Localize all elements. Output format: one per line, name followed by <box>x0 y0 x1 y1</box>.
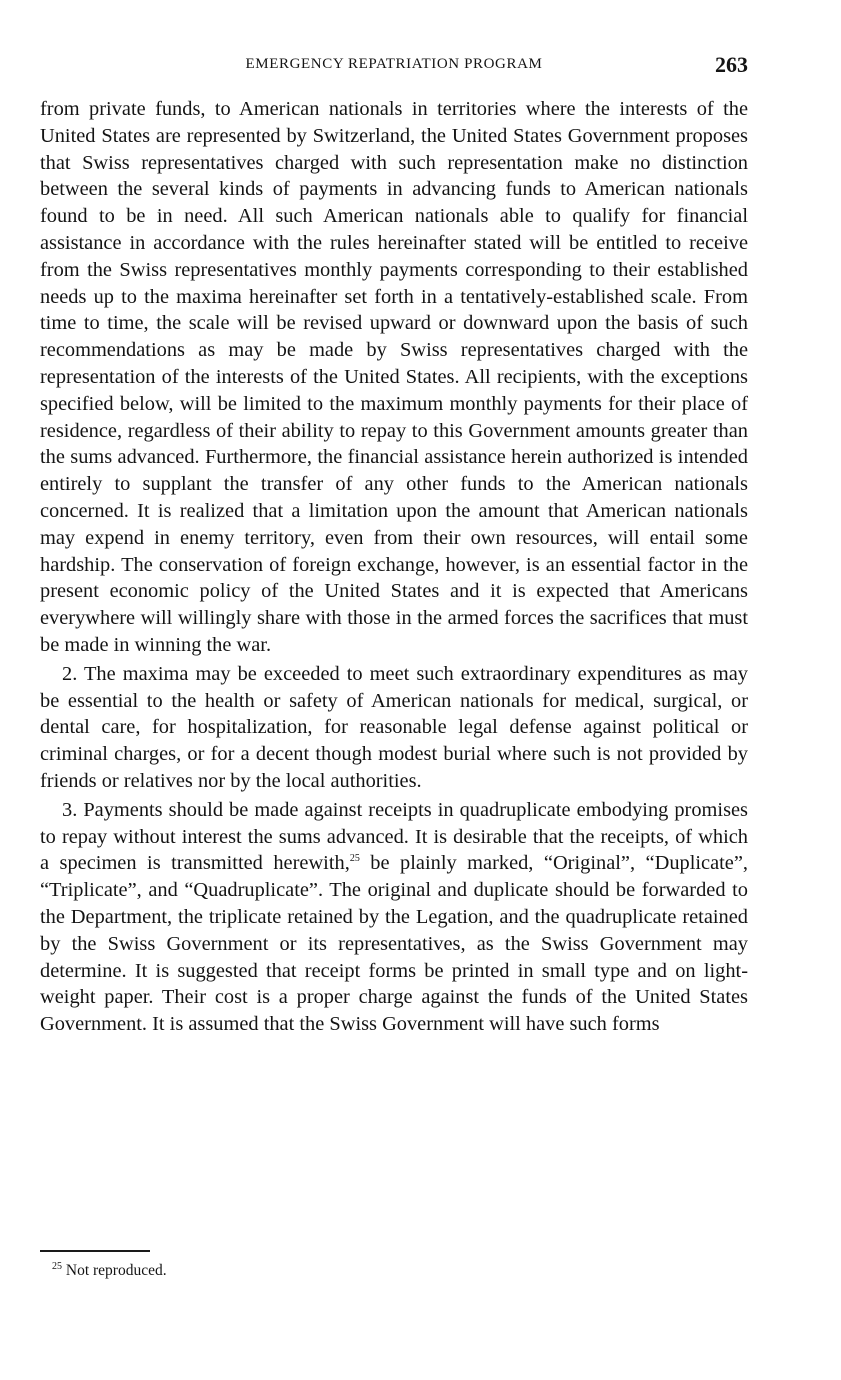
paragraph-2: 2. The maxima may be exceeded to meet such extraordinary expenditures as may be essential to the health or safety of American nationals for medical, surgical, or dental care, for hospitalization, for reasonable legal defense against political or criminal charges, or for a decent though modest burial where such is not provided by friends or relatives nor by the local authorities. <box>40 662 748 792</box>
body-text <box>40 96 748 1038</box>
paragraph-3-text-before-note: 3. Payments should be made against receipts in quadruplicate embodying promises to repay without interest the sums advanced. It is desirable that the receipts, of which a specimen is transmitted herewith, <box>40 798 748 875</box>
paragraph-3-text-after-note: be plainly marked, “Original”, “Duplicate”, “Triplicate”, and “Quadruplicate”. The original and duplicate should be forwarded to the Department, the triplicate retained by the Legation, and the quadruplicate retained by the Swiss Government or its representatives, as the Swiss Government may determine. It is suggested that receipt forms be printed in small type and on light-weight paper. Their cost is a proper charge against the funds of the United States Government. It is assumed that the Swiss Government will have such forms <box>40 852 749 1036</box>
footnote-number: 25 <box>52 1260 62 1272</box>
footnote-text: Not reproduced. <box>65 1262 167 1279</box>
running-title: EMERGENCY REPATRIATION PROGRAM <box>245 56 543 72</box>
paragraph-continuation: from private funds, to American nationals in territories where the interests of the United States are represented by Switzerland, the United States Government proposes that Swiss representatives charged with such representation make no distinction between the several kinds of payments in advancing funds to American nationals found to be in need. All such American nationals able to qualify for financial assistance in accordance with the rules hereinafter stated will be entitled to receive from the Swiss representatives monthly payments corresponding to their established needs up to the maxima hereinafter set forth in a tentatively-established scale. From time to time, the scale will be revised upward or downward upon the basis of such recommendations as may be made by Swiss representatives charged with the representation of the interests of the United States. All recipients, with the exceptions specified below, will be limited to the maximum monthly payments for their place of residence, regardless of their ability to repay to this Government amounts greater than the sums advanced. Furthermore, the financial assistance herein authorized is intended entirely to supplant the transfer of any other funds to the American nationals concerned. It is realized that a limitation upon the amount that American nationals may expend in enemy territory, even from their own resources, will entail some hardship. The conservation of foreign exchange, however, is an essential factor in the present economic policy of the United States and it is expected that Americans everywhere will willingly share with those in the armed forces the sacrifices that must be made in winning the war. <box>40 98 748 656</box>
running-header <box>40 52 748 82</box>
paragraph-3 <box>40 797 748 1038</box>
page-number: 263 <box>715 52 748 77</box>
footnote-reference: 25 <box>349 853 360 865</box>
footnote <box>52 1262 167 1280</box>
footnote-divider <box>40 1250 150 1252</box>
